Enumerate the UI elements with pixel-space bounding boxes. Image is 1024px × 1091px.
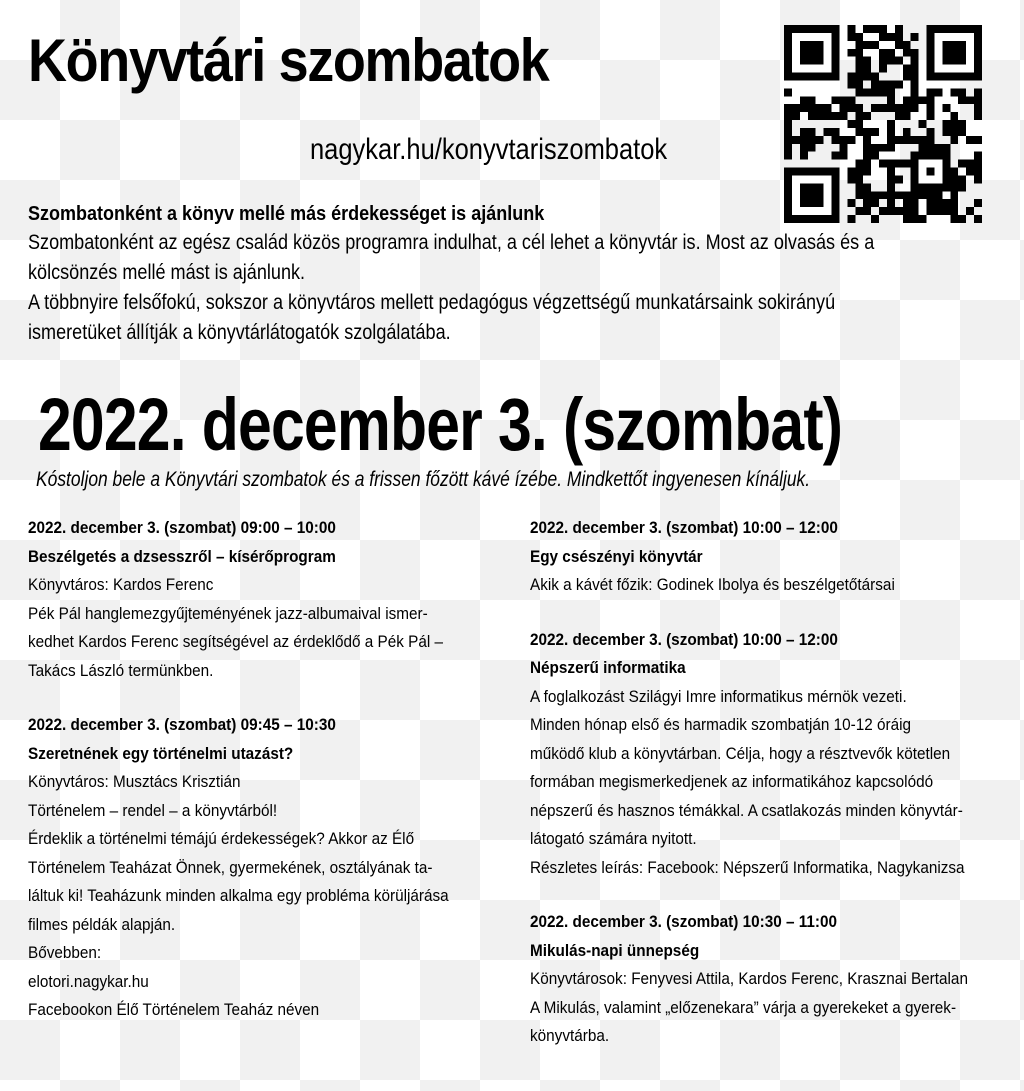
event-item — [530, 908, 1002, 1051]
event-datetime: 2022. december 3. (szombat) 10:30 – 11:00 — [530, 912, 838, 931]
event-title: Egy csészényi könyvtár — [530, 546, 703, 566]
left-events-column — [28, 514, 503, 1051]
event-line: Könyvtárosok: Fenyvesi Attila, Kardos Ferenc, Krasznai Bertalan — [530, 969, 968, 988]
event-item — [530, 626, 1002, 883]
event-title: Szeretnének egy történelmi utazást? — [28, 743, 294, 763]
tagline: Kóstoljon bele a Könyvtári szombatok és a frissen főzött kávé ízébe. Mindkettőt ingyenesen kínáljuk. — [36, 468, 811, 491]
event-line: Facebookon Élő Történelem Teaház néven — [28, 1000, 320, 1019]
event-line: formában megismerkedjenek az informatikához kapcsolódó — [530, 772, 934, 791]
event-line: Részletes leírás: Facebook: Népszerű Informatika, Nagykanizsa — [530, 857, 965, 877]
event-line: A foglalkozást Szilágyi Imre informatikus mérnök vezeti. — [530, 686, 907, 706]
event-line: kedhet Kardos Ferenc segítségével az érdeklődő a Pék Pál – — [28, 632, 444, 651]
qr-code — [784, 25, 982, 223]
event-item — [28, 514, 503, 685]
event-line: Akik a kávét főzik: Godinek Ibolya és beszélgetőtársai — [530, 575, 895, 594]
event-line: A Mikulás, valamint „előzenekara” várja a gyerekeket a gyerek- — [530, 997, 957, 1017]
event-line: Bővebben: — [28, 943, 102, 962]
event-item — [28, 711, 503, 1025]
event-datetime: 2022. december 3. (szombat) 10:00 – 12:00 — [530, 518, 838, 537]
intro-line: A többnyire felsőfokú, sokszor a könyvtáros mellett pedagógus végzettségű munkatársaink sokirányú — [28, 291, 836, 314]
intro-line: kölcsönzés mellé mást is ajánlunk. — [28, 261, 306, 284]
event-title: Mikulás-napi ünnepség — [530, 940, 700, 960]
event-line: Történelem – rendel – a könyvtárból! — [28, 800, 278, 820]
event-title: Népszerű informatika — [530, 658, 686, 677]
event-datetime: 2022. december 3. (szombat) 10:00 – 12:00 — [530, 629, 838, 649]
event-line: könyvtárba. — [530, 1026, 610, 1045]
website-url[interactable]: nagykar.hu/konyvtariszombatok — [310, 133, 668, 166]
event-line: népszerű és hasznos témákkal. A csatlakozás minden könyvtár- — [530, 800, 963, 820]
event-line: Érdeklik a történelmi témájú érdekességek? Akkor az Élő — [28, 829, 415, 848]
intro-section — [28, 200, 988, 348]
intro-heading: Szombatonként a könyv mellé más érdekességet is ajánlunk — [28, 203, 545, 225]
event-link[interactable]: elotori.nagykar.hu — [28, 971, 149, 991]
event-datetime: 2022. december 3. (szombat) 09:45 – 10:30 — [28, 715, 336, 734]
intro-line: ismeretüket állítják a könyvtárlátogatók szolgálatába. — [28, 321, 451, 344]
event-line: láltuk ki! Teaházunk minden alkalma egy probléma körüljárása — [28, 886, 449, 905]
event-item — [530, 514, 1002, 600]
right-events-column — [530, 514, 1002, 1077]
page-title: Könyvtári szombatok — [28, 27, 549, 94]
event-line: Pék Pál hanglemezgyűjteményének jazz-albumaival ismer- — [28, 603, 428, 623]
intro-line: Szombatonként az egész család közös programra indulhat, a cél lehet a könyvtár is. Most az olvasás és a — [28, 231, 875, 254]
event-line: látogató számára nyitott. — [530, 829, 697, 848]
event-line: filmes példák alapján. — [28, 914, 176, 934]
event-date-headline: 2022. december 3. (szombat) — [38, 383, 843, 466]
event-line: működő klub a könyvtárban. Célja, hogy a résztvevők kötetlen — [530, 743, 951, 763]
event-line: Történelem Teaházat Önnek, gyermekének, osztályának ta- — [28, 857, 433, 877]
event-datetime: 2022. december 3. (szombat) 09:00 – 10:00 — [28, 518, 336, 537]
event-title: Beszélgetés a dzsesszről – kísérőprogram — [28, 546, 336, 566]
event-line: Takács László termünkben. — [28, 660, 214, 680]
event-line: Könyvtáros: Kardos Ferenc — [28, 575, 214, 594]
event-line: Könyvtáros: Musztács Krisztián — [28, 772, 241, 791]
event-line: Minden hónap első és harmadik szombatján 10-12 óráig — [530, 715, 912, 734]
